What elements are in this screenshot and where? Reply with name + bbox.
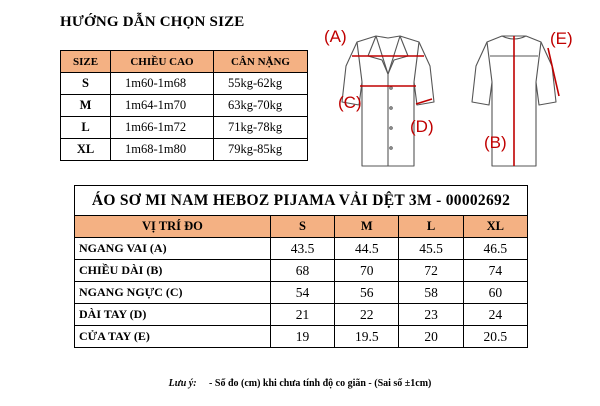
value-cell: 58 (399, 282, 463, 304)
footnote-label: Lưu ý: (168, 378, 197, 389)
value-cell: 72 (399, 260, 463, 282)
value-cell: 19 (270, 326, 334, 348)
header-size: SIZE (61, 51, 111, 73)
table-row (75, 282, 528, 304)
value-cell: 74 (463, 260, 527, 282)
value-cell: 68 (270, 260, 334, 282)
position-label: CHIỀU DÀI (B) (75, 260, 271, 282)
height-cell: 1m60-1m68 (111, 73, 214, 95)
table-row (61, 95, 308, 117)
weight-cell: 79kg-85kg (213, 139, 307, 161)
position-label: DÀI TAY (D) (75, 304, 271, 326)
measure-line-e (548, 48, 559, 96)
value-cell: 46.5 (463, 238, 527, 260)
table-row (75, 304, 528, 326)
measurement-spec-table (74, 185, 528, 348)
value-cell: 54 (270, 282, 334, 304)
value-cell: 24 (463, 304, 527, 326)
height-cell: 1m64-1m70 (111, 95, 214, 117)
table-row (61, 117, 308, 139)
table-row (61, 139, 308, 161)
value-cell: 60 (463, 282, 527, 304)
value-cell: 23 (399, 304, 463, 326)
spec-header-row (75, 216, 528, 238)
size-guide-header-row (61, 51, 308, 73)
footnote-text: - Số đo (cm) khi chưa tính độ co giãn - (Sai số ±1cm) (209, 378, 432, 389)
value-cell: 20 (399, 326, 463, 348)
value-cell: 44.5 (335, 238, 399, 260)
label-e: (E) (550, 29, 573, 48)
size-guide-table (60, 50, 308, 161)
value-cell: 70 (335, 260, 399, 282)
value-cell: 22 (335, 304, 399, 326)
value-cell: 56 (335, 282, 399, 304)
header-size-s: S (270, 216, 334, 238)
size-cell: M (61, 95, 111, 117)
header-height: CHIỀU CAO (111, 51, 214, 73)
value-cell: 19.5 (335, 326, 399, 348)
header-position: VỊ TRÍ ĐO (75, 216, 271, 238)
value-cell: 21 (270, 304, 334, 326)
label-b: (B) (484, 133, 507, 152)
value-cell: 45.5 (399, 238, 463, 260)
position-label: CỬA TAY (E) (75, 326, 271, 348)
size-guide-title: HƯỚNG DẪN CHỌN SIZE (60, 14, 245, 30)
table-row (61, 73, 308, 95)
height-cell: 1m66-1m72 (111, 117, 214, 139)
shirt-measurement-diagram (312, 16, 600, 176)
spec-title-row (75, 186, 528, 216)
size-cell: S (61, 73, 111, 95)
position-label: NGANG NGỰC (C) (75, 282, 271, 304)
header-size-l: L (399, 216, 463, 238)
position-label: NGANG VAI (A) (75, 238, 271, 260)
weight-cell: 71kg-78kg (213, 117, 307, 139)
table-row (75, 326, 528, 348)
value-cell: 20.5 (463, 326, 527, 348)
table-row (75, 238, 528, 260)
value-cell: 43.5 (270, 238, 334, 260)
footnote (0, 378, 600, 389)
weight-cell: 55kg-62kg (213, 73, 307, 95)
height-cell: 1m68-1m80 (111, 139, 214, 161)
weight-cell: 63kg-70kg (213, 95, 307, 117)
label-c: (C) (338, 93, 362, 112)
header-size-xl: XL (463, 216, 527, 238)
size-cell: L (61, 117, 111, 139)
table-row (75, 260, 528, 282)
product-title: ÁO SƠ MI NAM HEBOZ PIJAMA VẢI DỆT 3M - 00002692 (75, 186, 528, 216)
header-weight: CÂN NẶNG (213, 51, 307, 73)
header-size-m: M (335, 216, 399, 238)
label-a: (A) (324, 27, 347, 46)
size-cell: XL (61, 139, 111, 161)
label-d: (D) (410, 117, 434, 136)
